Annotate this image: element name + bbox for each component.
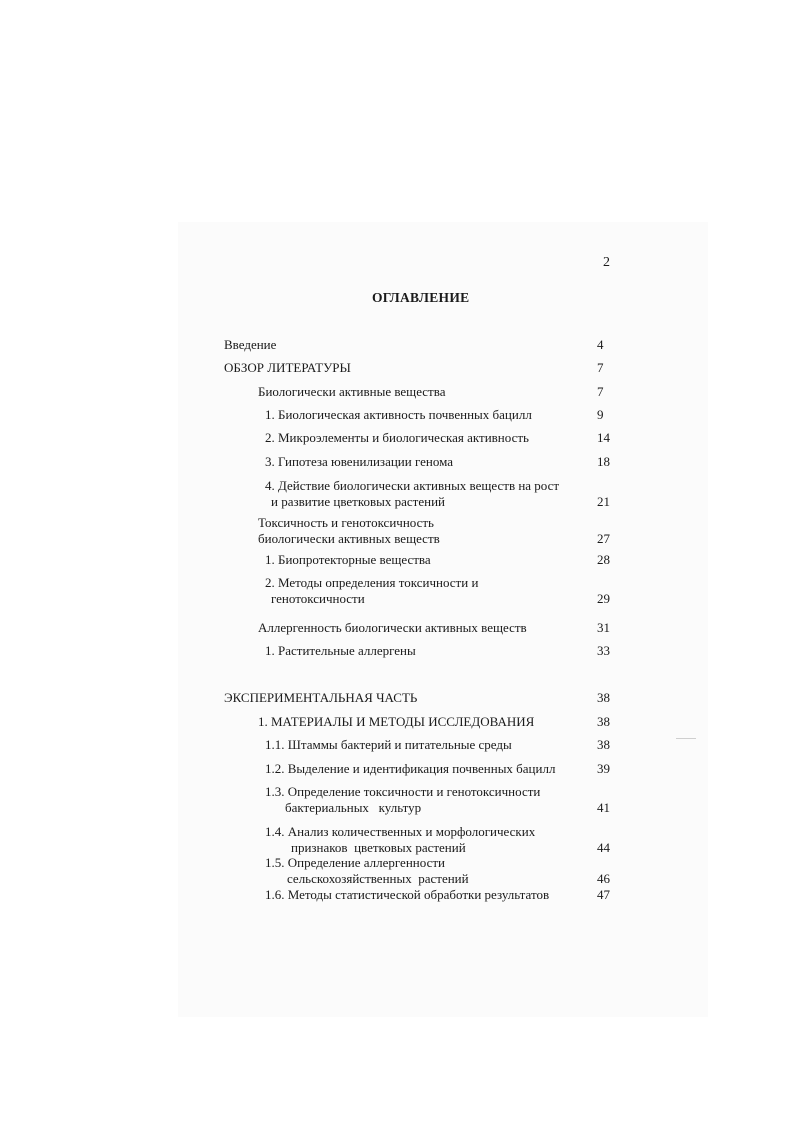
toc-entry-exp13-line2: бактериальных культур <box>285 800 422 815</box>
toc-entry-bav4 <box>265 478 559 510</box>
toc-page-bav1: 9 <box>597 407 604 422</box>
page-number: 2 <box>603 255 610 270</box>
toc-entry-intro: Введение <box>224 337 277 352</box>
toc-page-bav3: 18 <box>597 454 610 469</box>
toc-entry-review: ОБЗОР ЛИТЕРАТУРЫ <box>224 360 351 375</box>
toc-page-exp13: 41 <box>597 800 610 815</box>
toc-entry-bav1: 1. Биологическая активность почвенных бацилл <box>265 407 532 422</box>
toc-entry-exp12: 1.2. Выделение и идентификация почвенных бацилл <box>265 761 556 776</box>
toc-entry-tox2-line2: генотоксичности <box>271 591 365 606</box>
toc-entry-allerg1: 1. Растительные аллергены <box>265 643 416 658</box>
toc-page-exp14: 44 <box>597 840 610 855</box>
toc-entry-tox2 <box>265 575 478 607</box>
toc-entry-bav4-line2: и развитие цветковых растений <box>271 494 445 509</box>
toc-page-exp12: 39 <box>597 761 610 776</box>
toc-page-allerg1: 33 <box>597 643 610 658</box>
toc-entry-exp14-line2: признаков цветковых растений <box>291 840 466 855</box>
toc-page-tox2: 29 <box>597 591 610 606</box>
toc-entry-tox-line1: Токсичность и генотоксичность <box>258 515 434 530</box>
page-title: ОГЛАВЛЕНИЕ <box>372 290 470 305</box>
toc-page-exp11: 38 <box>597 737 610 752</box>
toc-page-intro: 4 <box>597 337 604 352</box>
toc-entry-exp14-line1: 1.4. Анализ количественных и морфологических <box>265 824 536 839</box>
toc-page-bav4: 21 <box>597 494 610 509</box>
toc-entry-tox2-line1: 2. Методы определения токсичности и <box>265 575 479 590</box>
toc-page-tox1: 28 <box>597 552 610 567</box>
toc-entry-tox1: 1. Биопротекторные вещества <box>265 552 431 567</box>
toc-entry-exp11: 1.1. Штаммы бактерий и питательные среды <box>265 737 512 752</box>
toc-page-tox: 27 <box>597 531 610 546</box>
toc-entry-exp14 <box>265 824 535 856</box>
toc-entry-bav: Биологически активные вещества <box>258 384 446 399</box>
toc-entry-exp13-line1: 1.3. Определение токсичности и генотоксичности <box>265 784 541 799</box>
toc-entry-tox <box>258 515 440 547</box>
toc-entry-tox-line2: биологически активных веществ <box>258 531 440 546</box>
toc-page-review: 7 <box>597 360 604 375</box>
toc-entry-exp13 <box>265 784 540 816</box>
scan-artifact-line <box>676 738 696 739</box>
toc-page-allerg: 31 <box>597 620 610 635</box>
toc-entry-exp: ЭКСПЕРИМЕНТАЛЬНАЯ ЧАСТЬ <box>224 690 418 705</box>
toc-entry-exp15-line2: сельскохозяйственных растений <box>287 871 469 886</box>
toc-page-exp16: 47 <box>597 887 610 902</box>
toc-entry-allerg: Аллергенность биологически активных веществ <box>258 620 527 635</box>
toc-entry-exp1: 1. МАТЕРИАЛЫ И МЕТОДЫ ИССЛЕДОВАНИЯ <box>258 714 535 729</box>
toc-entry-bav2: 2. Микроэлементы и биологическая активность <box>265 430 529 445</box>
toc-page-bav2: 14 <box>597 430 610 445</box>
toc-entry-exp15-line1: 1.5. Определение аллергенности <box>265 855 445 870</box>
toc-entry-bav4-line1: 4. Действие биологически активных веществ на рост <box>265 478 560 493</box>
toc-entry-exp16: 1.6. Методы статистической обработки результатов <box>265 887 550 902</box>
toc-entry-exp15 <box>265 855 469 887</box>
toc-page-exp15: 46 <box>597 871 610 886</box>
toc-page-bav: 7 <box>597 384 604 399</box>
toc-entry-bav3: 3. Гипотеза ювенилизации генома <box>265 454 454 469</box>
toc-page-exp1: 38 <box>597 714 610 729</box>
toc-page-exp: 38 <box>597 690 610 705</box>
